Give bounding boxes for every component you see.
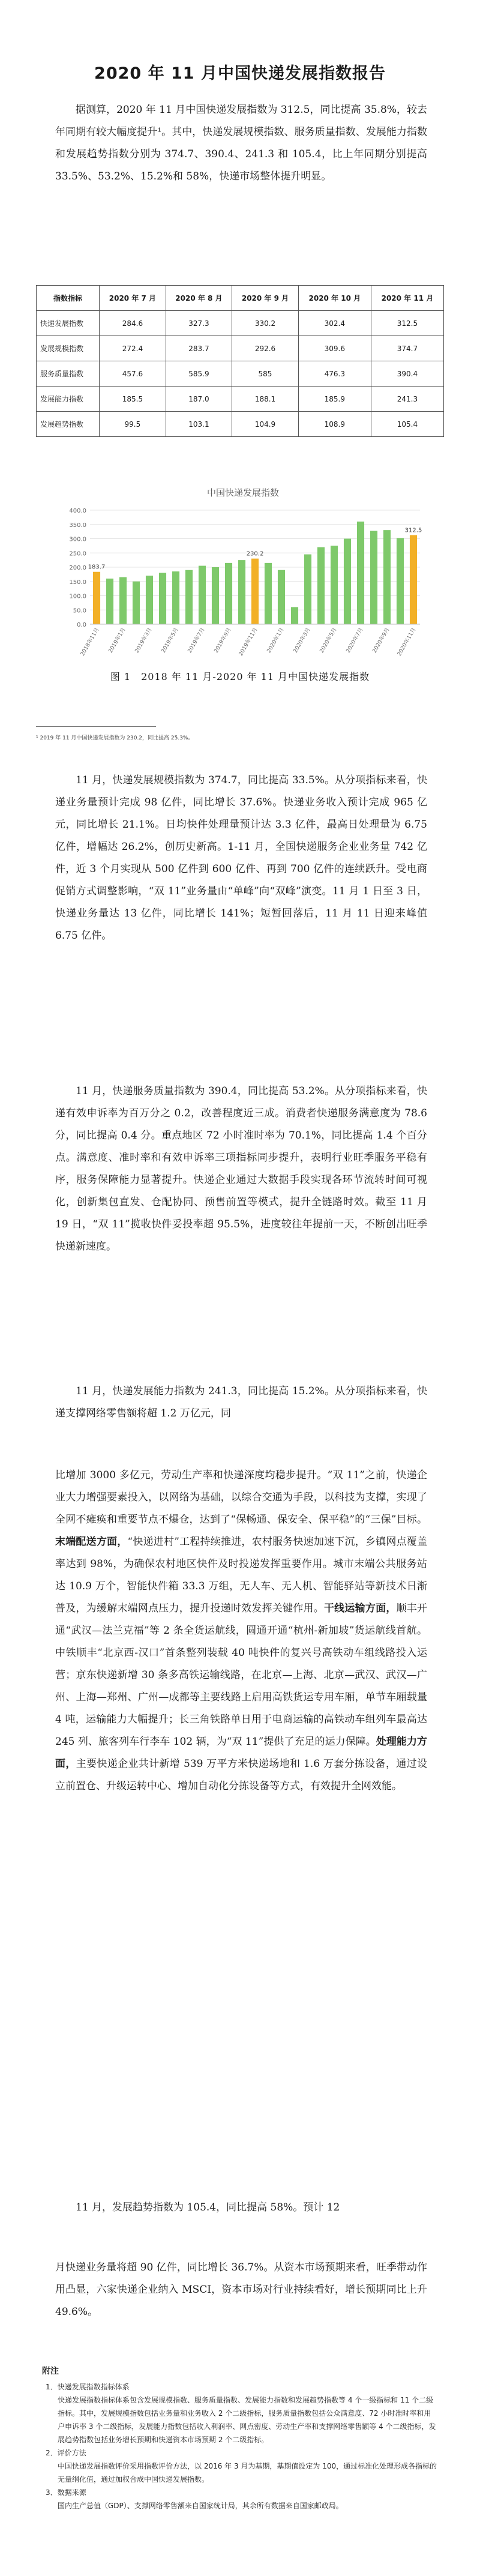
chart-bar <box>265 563 272 624</box>
table-cell: 309.6 <box>298 336 371 361</box>
table-header-row <box>37 286 444 311</box>
x-tick-label: 2019年3月 <box>134 627 154 654</box>
y-tick-label: 200.0 <box>69 565 86 571</box>
intro-paragraph <box>55 99 427 188</box>
quality-paragraph <box>55 1080 427 1258</box>
table-cell: 发展能力指数 <box>37 387 100 412</box>
table-cell: 272.4 <box>100 336 166 361</box>
y-tick-label: 150.0 <box>69 579 86 586</box>
table-cell: 457.6 <box>100 361 166 387</box>
appendix-item-heading: 2．评价方法 <box>46 2449 86 2457</box>
x-tick-label: 2018年11月 <box>79 627 101 657</box>
report-title: 2020 年 11 月中国快递发展指数报告 <box>94 64 386 83</box>
capacity-paragraph-continued <box>55 1464 427 1798</box>
chart-bar <box>410 535 417 624</box>
processing-heading: 处理能力方面， <box>55 1736 428 1770</box>
chart-bar <box>199 566 206 624</box>
table-header-cell: 2020 年 7 月 <box>100 286 166 311</box>
y-tick-label: 0.0 <box>77 622 86 628</box>
table-cell: 585 <box>232 361 299 387</box>
table-cell: 99.5 <box>100 412 166 437</box>
table-row <box>37 311 444 336</box>
chart-bar <box>397 538 404 624</box>
table-row <box>37 387 444 412</box>
trend-text-continued: 月快递业务量将超 90 亿件，同比增长 36.7%。从资本市场预期来看，旺季带动作用凸显，六家快递企业纳入 MSCI，资本市场对行业持续看好，增长预期同比上升 49.6%。 <box>55 2262 427 2318</box>
table-row <box>37 412 444 437</box>
x-tick-label: 2020年3月 <box>292 627 312 654</box>
y-tick-label: 300.0 <box>69 536 86 543</box>
appendix-item-body: 快递发展指数指标体系包含发展规模指数、服务质量指数、发展能力指数和发展趋势指数等 4 个一级指标和 11 个二级指标。其中，发展规模指数包括业务量和业务收入 2 个二级指标，服务质量指数包括公众满意度、72 小时准时率和用户申诉率 3 个二级指标，发展能力指数包括收入利润率、网点密度、劳动生产率和支撑网络零售额等 4 个二级指标，发展趋势指数包括业务增长预期和快递资本市场预期 2 个二级指标。 <box>58 2396 436 2444</box>
quality-text: 11 月，快递服务质量指数为 390.4，同比提高 53.2%。从分项指标来看，快递有效申诉率为百万分之 0.2，改善程度近三成。消费者快递服务满意度为 78.6 分，同比提高 0.4 分。重点地区 72 小时准时率为 70.1%，同比提高 1.4 个百分点。满意度、准时率和有效申诉率三项指标同步提升，表明行业旺季服务平稳有序，服务保障能力显著提升。快递企业通过大数据手段实现各环节流转时间可视化，创新集包直发、仓配协同、预售前置等模式，提升全链路时效。截至 11 月 19 日，“双 11”揽收快件妥投率超 95.5%，进度较往年提前一天，不断创出旺季快递新速度。 <box>55 1085 427 1253</box>
trunk-transport-heading: 干线运输方面， <box>323 1602 397 1615</box>
table-cell: 103.1 <box>166 412 232 437</box>
footnote-divider <box>36 726 156 727</box>
footnote: ¹ 2019 年 11 月中国快递发展指数为 230.2，同比提高 25.3%。 <box>36 735 194 741</box>
table-cell: 302.4 <box>298 311 371 336</box>
table-cell: 330.2 <box>232 311 299 336</box>
data-label: 183.7 <box>88 564 106 571</box>
x-tick-label: 2019年9月 <box>213 627 233 654</box>
chart-bar <box>344 539 351 625</box>
table-cell: 312.5 <box>371 311 443 336</box>
capacity-text-e: 主要快递企业共计新增 539 万平方米快递场地和 1.6 万套分拣设备，通过设立前置仓、升级运转中心、增加自动化分拣设备等方式，有效提升全网效能。 <box>55 1758 427 1792</box>
trend-text-start: 11 月，发展趋势指数为 105.4，同比提高 58%。预计 12 <box>76 2201 340 2213</box>
trend-paragraph-start <box>55 2197 427 2219</box>
chart-svg <box>54 486 432 666</box>
chart-bar <box>317 547 325 624</box>
chart-bar <box>251 559 259 624</box>
x-tick-label: 2020年11月 <box>396 627 418 657</box>
scale-paragraph <box>55 769 427 947</box>
capacity-text-c: “快递进村”工程持续推进，农村服务快速加速下沉，乡镇网点覆盖率达到 98%，为确保农村地区快件及时投递发挥重要作用。城市末端公共服务站达 10.9 万个，智能快件箱 33.3 万组，无人车、无人机、智能驿站等新技术日渐普及，为缓解末端网点压力，提升投递时效发挥关键作用。 <box>55 1536 427 1615</box>
figure-caption: 图 1 2018 年 11 月-2020 年 11 月中国快递发展指数 <box>110 671 370 682</box>
chart-bar <box>159 573 166 625</box>
table-cell: 292.6 <box>232 336 299 361</box>
y-tick-label: 250.0 <box>69 550 86 558</box>
chart-bar <box>133 582 140 624</box>
x-tick-label: 2020年5月 <box>319 627 338 654</box>
capacity-text-d: 顺丰开通“武汉—法兰克福”等 2 条全货运航线，圆通开通“杭州-新加坡”货运航线首航。中铁顺丰“北京西-汉口”首条整列装载 40 吨快件的复兴号高铁动车组线路投入运营；京东快递新增 30 条多高铁运输线路，在北京—上海、北京—武汉、武汉—广州、上海—郑州、广州—成都等主要线路上启用高铁货运专用车厢，单节车厢载量 4 吨，运输能力大幅提升；长三角铁路单日用于电商运输的高铁动车组列车最高达 245 列、旅客列车行李车 102 辆，为“双 11”提供了充足的运力保障。 <box>55 1602 428 1748</box>
x-tick-label: 2020年1月 <box>266 627 286 654</box>
x-tick-label: 2019年5月 <box>160 627 180 654</box>
x-tick-label: 2019年1月 <box>107 627 127 654</box>
y-tick-label: 400.0 <box>69 508 86 514</box>
table-cell: 188.1 <box>232 387 299 412</box>
table-cell: 104.9 <box>232 412 299 437</box>
chart-bar <box>238 560 245 624</box>
index-chart <box>54 486 432 666</box>
capacity-paragraph-start <box>55 1380 427 1425</box>
y-tick-label: 100.0 <box>69 593 86 600</box>
table-cell: 105.4 <box>371 412 443 437</box>
table-cell: 发展趋势指数 <box>37 412 100 437</box>
data-label: 230.2 <box>246 550 264 558</box>
table-header-cell: 2020 年 9 月 <box>232 286 299 311</box>
table-cell: 185.9 <box>298 387 371 412</box>
table-cell: 108.9 <box>298 412 371 437</box>
x-tick-label: 2020年9月 <box>371 627 391 654</box>
appendix <box>42 2365 438 2512</box>
chart-bar <box>304 555 311 624</box>
table-cell: 284.6 <box>100 311 166 336</box>
index-table <box>36 285 444 437</box>
appendix-item-body: 国内生产总值（GDP）、支撑网络零售额来自国家统计局，其余所有数据来自国家邮政局。 <box>58 2502 343 2510</box>
table-cell: 374.7 <box>371 336 443 361</box>
chart-bar <box>331 546 338 624</box>
table-cell: 585.9 <box>166 361 232 387</box>
chart-bar <box>185 570 193 624</box>
chart-bar <box>278 570 285 624</box>
intro-text: 据测算，2020 年 11 月中国快递发展指数为 312.5，同比提高 35.8%，较去年同期有较大幅度提升¹。其中，快递发展规模指数、服务质量指数、发展能力指数和发展趋势指数分别为 374.7、390.4、241.3 和 105.4，比上年同期分别提高 33.5%、53.2%、15.2%和 58%，快递市场整体提升明显。 <box>55 104 427 182</box>
appendix-title: 附注 <box>42 2367 59 2376</box>
trend-paragraph-continued <box>55 2257 427 2323</box>
table-cell: 服务质量指数 <box>37 361 100 387</box>
chart-bar <box>93 572 100 624</box>
table-cell: 发展规模指数 <box>37 336 100 361</box>
table-header-cell: 2020 年 11 月 <box>371 286 443 311</box>
chart-bar <box>357 522 364 624</box>
chart-bar <box>225 563 232 624</box>
table-cell: 327.3 <box>166 311 232 336</box>
chart-bar <box>172 571 179 624</box>
appendix-item-heading: 3．数据来源 <box>46 2488 86 2497</box>
table-row <box>37 336 444 361</box>
x-tick-label: 2020年7月 <box>345 627 365 654</box>
x-tick-label: 2019年7月 <box>187 627 206 654</box>
table-header-cell: 2020 年 10 月 <box>298 286 371 311</box>
chart-bar <box>106 579 113 624</box>
chart-bar <box>383 530 391 624</box>
table-header-cell: 2020 年 8 月 <box>166 286 232 311</box>
chart-bar <box>146 576 153 624</box>
table-cell: 185.5 <box>100 387 166 412</box>
capacity-text-a: 比增加 3000 多亿元，劳动生产率和快递深度均稳步提升。“双 11”之前，快递企业大力增强要素投入，以网络为基础，以综合交通为手段，以科技为支撑，实现了全网不瘫痪和重要节点不爆仓，达到了“保畅通、保安全、保平稳”的“三保”目标。 <box>55 1469 427 1526</box>
table-cell: 187.0 <box>166 387 232 412</box>
data-label: 312.5 <box>404 527 422 534</box>
last-mile-heading: 末端配送方面， <box>55 1536 128 1548</box>
appendix-item-heading: 1．快递发展指数指标体系 <box>46 2383 130 2391</box>
table-header-cell: 指数指标 <box>37 286 100 311</box>
scale-text: 11 月，快递发展规模指数为 374.7，同比提高 33.5%。从分项指标来看，快递业务量预计完成 98 亿件，同比增长 37.6%。快递业务收入预计完成 965 亿元，同比增长 21.1%。日均快件处理量预计达 3.3 亿件，最高日处理量为 6.75 亿件，增幅达 26.2%，创历史新高。1-11 月，全国快递服务企业业务量 742 亿件，近 3 个月实现从 500 亿件到 600 亿件、再到 700 亿件的连续跃升。受电商促销方式调整影响，“双 11”业务量由“单峰”向“双峰”演变。11 月 1 日至 3 日，快递业务量达 13 亿件，同比增长 141%；短暂回落后，11 月 11 日迎来峰值 6.75 亿件。 <box>55 774 427 942</box>
y-tick-label: 50.0 <box>73 607 86 615</box>
x-tick-label: 2019年11月 <box>238 627 259 657</box>
chart-bar <box>291 607 298 625</box>
table-cell: 快递发展指数 <box>37 311 100 336</box>
chart-title: 中国快递发展指数 <box>206 487 279 498</box>
capacity-text-start: 11 月，快递发展能力指数为 241.3，同比提高 15.2%。从分项指标来看，快递支撑网络零售额将超 1.2 万亿元，同 <box>55 1385 427 1419</box>
chart-bar <box>119 577 127 624</box>
table-cell: 283.7 <box>166 336 232 361</box>
chart-bar <box>212 567 219 624</box>
table-cell: 390.4 <box>371 361 443 387</box>
table-cell: 476.3 <box>298 361 371 387</box>
y-tick-label: 350.0 <box>69 522 86 529</box>
table-cell: 241.3 <box>371 387 443 412</box>
table-row <box>37 361 444 387</box>
appendix-item-body: 中国快递发展指数评价采用指数评价方法，以 2016 年 3 月为基期，基期值设定为 100，通过标准化处理形成各指标的无量纲化值，通过加权合成中国快递发展指数。 <box>58 2462 437 2484</box>
chart-bar <box>370 531 377 624</box>
